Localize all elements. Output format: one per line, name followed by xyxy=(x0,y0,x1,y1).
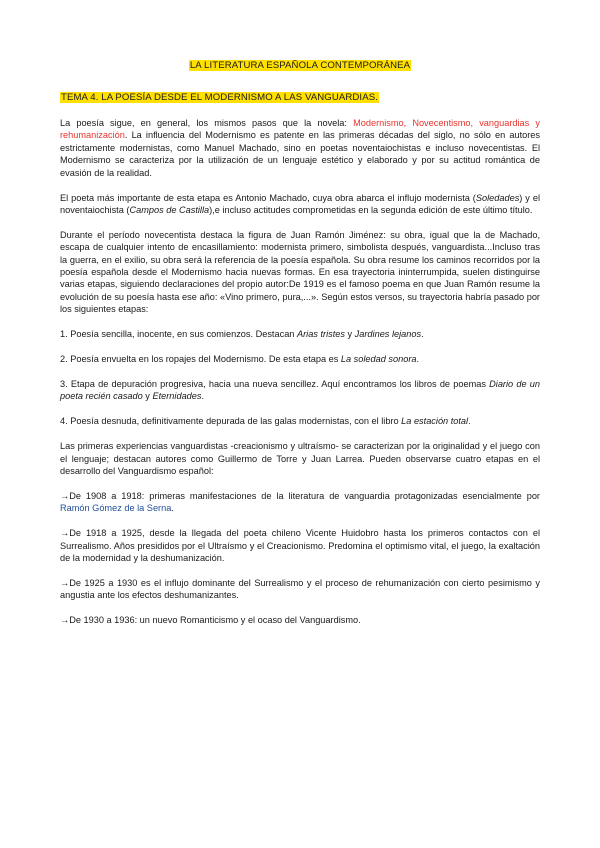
section-heading: TEMA 4. LA POESÍA DESDE EL MODERNISMO A LAS VANGUARDIAS. xyxy=(61,92,378,103)
paragraph-vanguards: Las primeras experiencias vanguardistas -creacionismo y ultraísmo- se caracterizan por la originalidad y el juego con el lenguaje; destacan autores como Guillermo de Torre y Juan Larrea. Pueden observarse cuatro etapas en el desarrollo del Vanguardismo español: xyxy=(60,441,540,477)
author-link[interactable]: Ramón Gómez de la Serna xyxy=(60,503,172,514)
work-title: Eternidades xyxy=(152,391,202,402)
work-title: Diario de un poeta recién casado xyxy=(60,379,540,402)
stage-item: 4. Poesía desnuda, definitivamente depurada de las galas modernistas, con el libro La estación total. xyxy=(60,416,471,427)
stage-item: 2. Poesía envuelta en los ropajes del Modernismo. De esta etapa es La soledad sonora. xyxy=(60,354,420,365)
paragraph-intro: La poesía sigue, en general, los mismos pasos que la novela: Modernismo, Novecentismo, vanguardias y rehumanización. La influencia del Modernismo es patente en las primeras décadas del siglo, no sólo en autores estrictamente modernistas, como Manuel Machado, sino en poetas noventaiochistas e incluso novecentistas. El Modernismo se caracteriza por la utilización de un lenguaje estético y elaborado y por su actitud romántica de evasión de la realidad. xyxy=(60,118,540,178)
work-title: La soledad sonora xyxy=(340,354,417,365)
work-title: Arias tristes xyxy=(296,329,345,340)
paragraph-machado: El poeta más importante de esta etapa es Antonio Machado, cuya obra abarca el influjo modernista (Soledades) y el noventaiochista (Campos de Castilla),e incluso actitudes comprometidas en la segunda edición de este último título. xyxy=(60,192,540,215)
work-title: Jardines lejanos xyxy=(354,329,422,340)
vanguard-period: →De 1908 a 1918: primeras manifestaciones de la literatura de vanguardia protagonizadas esencialmente por Ramón Gómez de la Serna. xyxy=(60,490,540,514)
document-title: LA LITERATURA ESPAÑOLA CONTEMPORÁNEA xyxy=(189,60,411,71)
stage-item: 3. Etapa de depuración progresiva, hacia una nueva sencillez. Aquí encontramos los libros de poemas Diario de un poeta recién casado y Eternidades. xyxy=(60,379,540,402)
vanguard-period: →De 1930 a 1936: un nuevo Romanticismo y el ocaso del Vanguardismo. xyxy=(60,615,361,626)
work-title: Campos de Castilla xyxy=(129,204,210,215)
paragraph-juan-ramon: Durante el período novecentista destaca la figura de Juan Ramón Jiménez: su obra, igual que la de Machado, escapa de cualquier intento de encasillamiento: modernista primero, simbolista después, vanguardista...Incluso tras la guerra, en el exilio, su obra será la referencia de la poesía española. Su obra resume los caminos recorridos por la poesía española desde el Modernismo hacia nuevas formas. En esa trayectoria ininterrumpida, suelen distinguirse varias etapas, siguiendo declaraciones del propio autor:De 1919 es el famoso poema en que Juan Ramón resume la evolución de su poesía hasta ese año: «Vino primero, pura,...». Según estos versos, su trayectoria habría pasado por los siguientes etapas: xyxy=(60,229,540,315)
work-title: La estación total xyxy=(401,416,469,427)
vanguard-period: →De 1925 a 1930 es el influjo dominante del Surrealismo y el proceso de rehumanización con cierto pesimismo y angustia ante los efectos deshumanizantes. xyxy=(60,577,540,601)
stage-item: 1. Poesía sencilla, inocente, en sus comienzos. Destacan Arias tristes y Jardines lejanos. xyxy=(60,329,424,340)
highlighted-terms: Modernismo, Novecentismo, vanguardias y rehumanización xyxy=(60,118,540,141)
work-title: Soledades xyxy=(475,192,520,203)
document-page xyxy=(60,55,540,639)
vanguard-period: →De 1918 a 1925, desde la llegada del poeta chileno Vicente Huidobro hasta los primeros contactos con el Surrealismo. Años presididos por el Ultraísmo y el Creacionismo. Predomina el optimismo vital, el juego, la exaltación de la modernidad y la deshumanización. xyxy=(60,528,540,564)
